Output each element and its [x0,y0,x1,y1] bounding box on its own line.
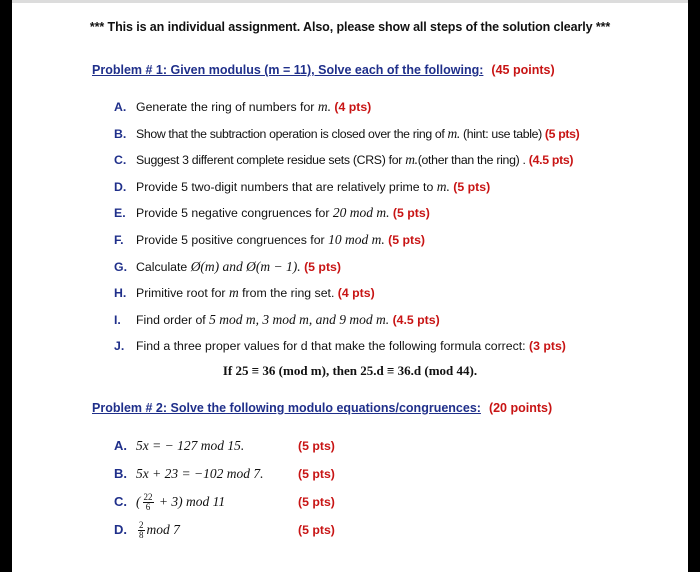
problem-1-title: Problem # 1: Given modulus (m = 11), Solve each of the following: [92,63,484,77]
equation: ( $\frac{22}{6}$ + 3) mod 11 [136,492,226,513]
item-letter: B. [114,466,127,481]
item-letter: F. [114,232,124,247]
document-page [12,0,688,572]
item-letter: H. [114,286,127,301]
item-letter: J. [114,339,125,354]
problem-1-title-row [92,63,555,77]
problem-2-title-row [92,401,552,415]
item-text: Calculate Ø(m) and Ø(m − 1). (5 pts) [136,258,341,274]
item-letter: I. [114,312,121,327]
problem-1-points: (45 points) [491,63,555,77]
equation: 5x + 23 = −102 mod 7. [136,466,264,481]
item-letter: D. [114,522,127,537]
item-letter: A. [114,438,127,453]
item-letter: C. [114,494,127,509]
top-divider [12,0,688,3]
item-letter: B. [114,126,127,141]
item-letter: D. [114,179,127,194]
item-text: Show that the subtraction operation is closed over the ring of m. (hint: use table) (5 pts) [136,125,580,141]
item-letter: C. [114,153,127,168]
congruence-formula: If 25 ≡ 36 (mod m), then 25.d ≡ 36.d (mod 44). [222,363,478,378]
item-letter: A. [114,100,127,114]
item-points: (5 pts) [298,467,335,481]
item-text: Generate the ring of numbers for m. (4 pts) [136,99,372,114]
item-letter: E. [114,206,126,221]
equation: 5x = − 127 mod 15. [136,438,245,453]
item-letter: G. [114,259,127,274]
item-points: (5 pts) [298,495,335,509]
problem-2-title: Problem # 2: Solve the following modulo equations/congruences: [92,401,481,415]
item-points: (5 pts) [298,439,335,453]
item-text: Suggest 3 different complete residue sets (CRS) for m.(other than the ring) . (4.5 pts) [136,152,574,168]
assignment-header: *** This is an individual assignment. Also, please show all steps of the solution clearly *** [89,20,611,34]
item-text: Find order of 5 mod m, 3 mod m, and 9 mod m. (4.5 pts) [136,311,440,327]
item-text: Primitive root for m from the ring set. (4 pts) [136,285,375,301]
item-text: Provide 5 negative congruences for 20 mod m. (5 pts) [136,205,430,221]
equation: $\frac{2}{8}$ mod 7 [139,520,180,541]
item-points: (5 pts) [298,523,335,537]
fraction: $\frac{2}{8}$ [139,520,144,541]
fraction: $\frac{22}{6}$ [143,492,153,513]
item-text: Find a three proper values for d that make the following formula correct: (3 pts) [136,339,566,354]
item-text: Provide 5 positive congruences for 10 mod m. (5 pts) [136,231,426,247]
item-text: Provide 5 two-digit numbers that are relatively prime to m. (5 pts) [136,178,491,194]
problem-2-points: (20 points) [488,401,553,415]
